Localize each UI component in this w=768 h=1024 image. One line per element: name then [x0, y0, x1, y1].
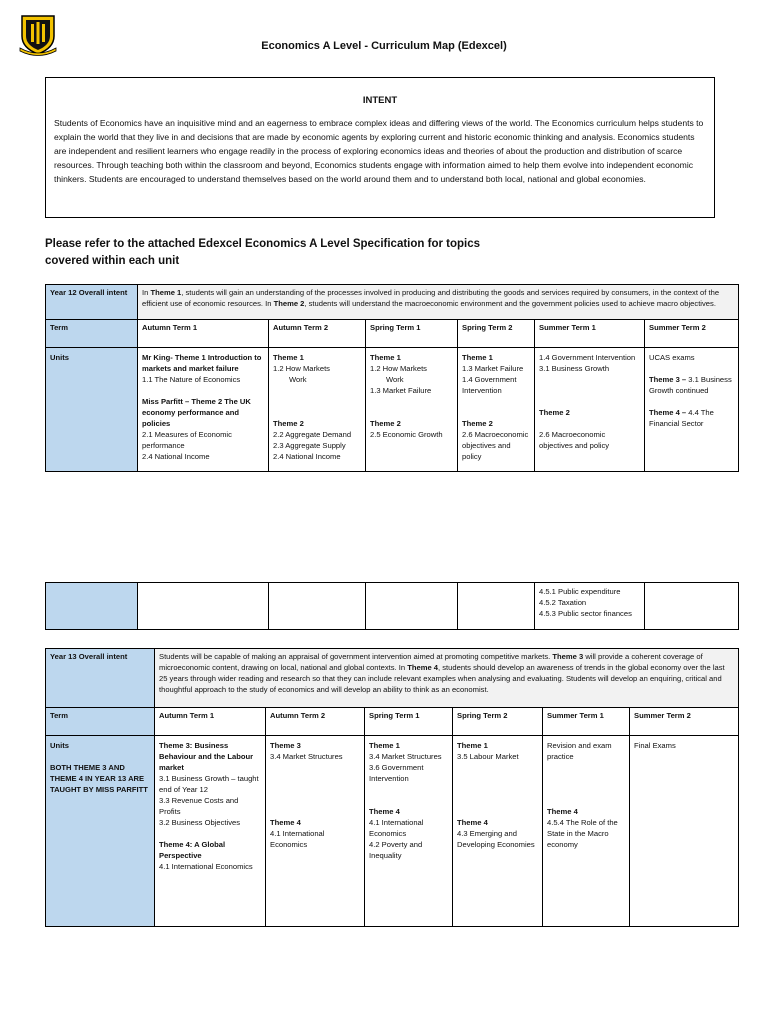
empty-cell [138, 583, 269, 630]
year13-units-spring1: Theme 1 3.4 Market Structures 3.6 Government Intervention Theme 4 4.1 International Economics 4.2 Poverty and Inequality [365, 736, 453, 927]
year12-term-header: Summer Term 2 [645, 320, 739, 348]
year12-term-header: Spring Term 1 [366, 320, 458, 348]
year12-curriculum-table [45, 284, 739, 472]
year13-term-header: Summer Term 2 [630, 708, 739, 736]
year13-term-header: Summer Term 1 [543, 708, 630, 736]
year12-units-autumn2: Theme 1 1.2 How Markets Work Theme 2 2.2 Aggregate Demand 2.3 Aggregate Supply 2.4 National Income [269, 348, 366, 472]
document-title: Economics A Level - Curriculum Map (Edexcel) [261, 40, 507, 52]
year12-term-header: Summer Term 1 [535, 320, 645, 348]
year13-curriculum-table [45, 648, 739, 927]
year12-intent-text: In Theme 1, students will gain an understanding of the processes involved in producing and distributing the goods and services required by consumers, in the context of the efficient use of economic resources. In Theme 2, students will understand the macroeconomic environment and the government policies used to achieve macro objectives. [138, 285, 739, 320]
year12-units-spring2: Theme 1 1.3 Market Failure 1.4 Government Intervention Theme 2 2.6 Macroeconomic objectives and policy [458, 348, 535, 472]
year12-term-header: Autumn Term 1 [138, 320, 269, 348]
year13-intent-text: Students will be capable of making an appraisal of government intervention aimed at promoting competitive markets. Theme 3 will provide a coherent coverage of microeconomic content, drawing on local, national and global contexts. In Theme 4, students should develop an awareness of trends in the global economy over the last 25 years through wider reading and research so that they can include relevant examples when analysing and evaluating. Students will develop an enquiring, critical and thoughtful approach to the study of economics and will develop an ability to think as an economist. [155, 649, 739, 708]
year12-units-summer2: UCAS exams Theme 3 – 3.1 Business Growth continued Theme 4 – 4.4 The Financial Sector [645, 348, 739, 472]
year12-units-summer1: 1.4 Government Intervention 3.1 Business Growth Theme 2 2.6 Macroeconomic objectives and policy [535, 348, 645, 472]
year12-term-header: Spring Term 2 [458, 320, 535, 348]
year13-term-label: Term [46, 708, 155, 736]
year13-term-header: Autumn Term 2 [266, 708, 365, 736]
year13-term-header: Spring Term 1 [365, 708, 453, 736]
empty-cell [645, 583, 739, 630]
intent-text: Students of Economics have an inquisitive mind and an eagerness to embrace complex ideas and differing views of the world. The Economics curriculum helps students to explain the world that they live in and decisions that are made by economic agents by exploring current and historic economic thinking and analysis. Economics students are independent and resilient learners who engage readily in the process of exploring economics ideas and theories of about the production and distribution of scarce resources. Through teaching both within the classroom and beyond, Economics students engage with information aimed to help them evolve into independent economic thinkers. Students are encouraged to understand themselves based on the world around them and to understand both local, national and global economies. [54, 118, 704, 184]
year13-units-autumn1: Theme 3: Business Behaviour and the Labour market 3.1 Business Growth – taught end of Year 12 3.3 Revenue Costs and Profits 3.2 Business Objectives Theme 4: A Global Perspective 4.1 International Economics [155, 736, 266, 927]
year12-units-autumn1: Mr King- Theme 1 Introduction to markets and market failure 1.1 The Nature of Economics Miss Parfitt – Theme 2 The UK economy performance and policies 2.1 Measures of Economic performance 2.4 National Income [138, 348, 269, 472]
year13-units-spring2: Theme 1 3.5 Labour Market Theme 4 4.3 Emerging and Developing Economies [453, 736, 543, 927]
year12-continuation-table [45, 582, 739, 630]
year13-term-header: Spring Term 2 [453, 708, 543, 736]
year13-units-label: Units BOTH THEME 3 AND THEME 4 IN YEAR 13 ARE TAUGHT BY MISS PARFITT [46, 736, 155, 927]
year12-units-label: Units [46, 348, 138, 472]
empty-cell [366, 583, 458, 630]
year12-term-header: Autumn Term 2 [269, 320, 366, 348]
year13-units-summer2: Final Exams [630, 736, 739, 927]
intent-heading: INTENT [362, 95, 398, 106]
intent-section [45, 77, 715, 218]
year12-intent-label: Year 12 Overall intent [46, 285, 138, 320]
year12-continuation-label [46, 583, 138, 630]
year12-term-label: Term [46, 320, 138, 348]
year13-units-summer1: Revision and exam practice Theme 4 4.5.4 The Role of the State in the Macro economy [543, 736, 630, 927]
year13-intent-label: Year 13 Overall intent [46, 649, 155, 708]
year13-units-note: BOTH THEME 3 AND THEME 4 IN YEAR 13 ARE TAUGHT BY MISS PARFITT [50, 763, 148, 794]
empty-cell [269, 583, 366, 630]
year12-units-spring1: Theme 1 1.2 How Markets Work 1.3 Market Failure Theme 2 2.5 Economic Growth [366, 348, 458, 472]
specification-note: Please refer to the attached Edexcel Economics A Level Specification for topics covered within each unit [45, 238, 481, 267]
year13-term-header: Autumn Term 1 [155, 708, 266, 736]
year13-units-autumn2: Theme 3 3.4 Market Structures Theme 4 4.1 International Economics [266, 736, 365, 927]
year12-continuation-summer1: 4.5.1 Public expenditure 4.5.2 Taxation 4.5.3 Public sector finances [535, 583, 645, 630]
empty-cell [458, 583, 535, 630]
